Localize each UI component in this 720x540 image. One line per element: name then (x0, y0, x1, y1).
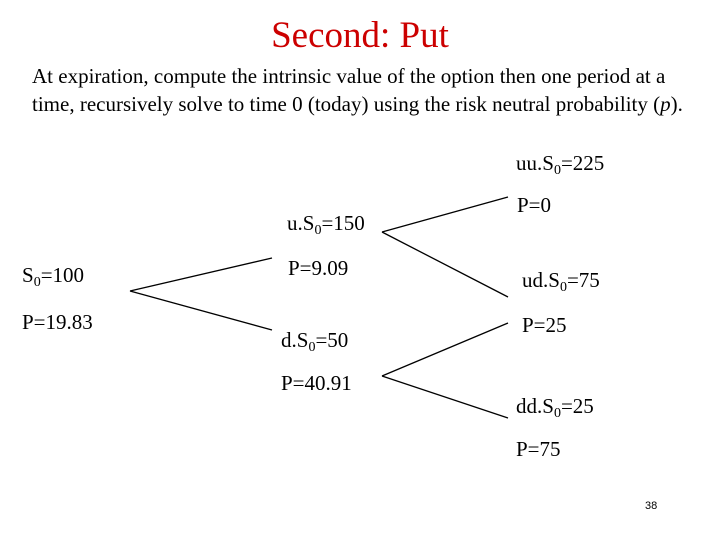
edge-up-ud (382, 232, 508, 297)
edge-root-up (130, 258, 272, 291)
node-dd-put-value: P=75 (516, 437, 561, 461)
page-number: 38 (645, 500, 658, 512)
node-down-put-value: P=40.91 (281, 371, 352, 395)
slide-title: Second: Put (271, 15, 449, 56)
intro-text-after: ). (670, 92, 683, 116)
node-up-put-value: P=9.09 (288, 256, 349, 280)
node-uu-put-value: P=0 (517, 193, 552, 217)
intro-text-before: At expiration, compute the intrinsic value of the option then one period at a time, recursively solve to time 0 (today) using the risk neutral probability ( (32, 64, 666, 116)
edge-down-ud (382, 323, 508, 376)
node-uu-price: $uu.S_0=225$ (516, 151, 605, 178)
node-ud-price: $ud.S_0=75$ (522, 268, 600, 295)
edge-up-uu (382, 197, 508, 232)
node-down-price: $d.S_0=50$ (281, 328, 349, 355)
node-up-price: $u.S_0=150$ (287, 211, 365, 238)
node-root-put-value: P=19.83 (22, 310, 93, 334)
edge-down-dd (382, 376, 508, 418)
edge-root-down (130, 291, 272, 330)
node-ud-put-value: P=25 (522, 313, 567, 337)
node-root-price: $S_0=100$ (22, 263, 85, 290)
node-dd-price: $dd.S_0=25$ (516, 394, 594, 421)
intro-prob-symbol: p (660, 92, 671, 116)
